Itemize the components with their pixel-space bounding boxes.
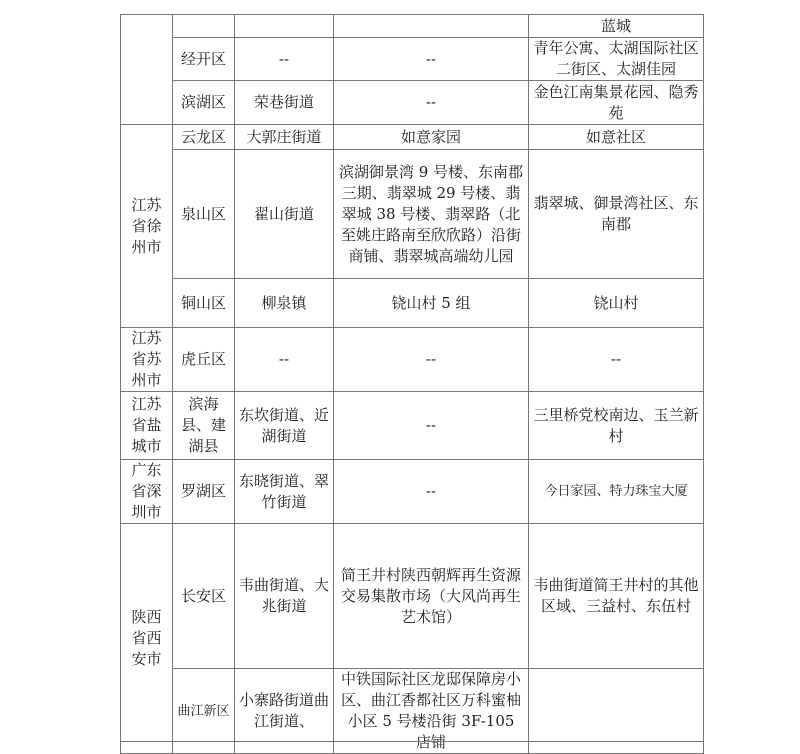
city-cell: 江苏省盐城市 [121, 392, 173, 460]
street-cell: 东晓街道、翠竹街道 [235, 460, 334, 524]
high-risk-cell: 简王井村陕西朝辉再生资源交易集散市场（大风尚再生艺术馆） [334, 524, 529, 669]
street-cell: 翟山街道 [235, 150, 334, 279]
table-row [121, 279, 704, 328]
street-cell: 柳泉镇 [235, 279, 334, 328]
district-cell: 长安区 [173, 524, 235, 669]
table-row [121, 125, 704, 150]
table-row [121, 81, 704, 125]
street-cell: 小寨路街道曲江街道、 [235, 669, 334, 754]
medium-risk-cell: 铙山村 [529, 279, 704, 328]
high-risk-cell: 铙山村 5 组 [334, 279, 529, 328]
medium-risk-cell: -- [529, 328, 704, 392]
table-row [121, 392, 704, 460]
street-cell [235, 15, 334, 38]
district-cell: 泉山区 [173, 150, 235, 279]
district-cell: 经开区 [173, 38, 235, 81]
street-cell: -- [235, 38, 334, 81]
street-cell: 韦曲街道、大兆街道 [235, 524, 334, 669]
city-cell: 江苏省苏州市 [121, 328, 173, 392]
high-risk-cell: -- [334, 38, 529, 81]
high-risk-cell: -- [334, 460, 529, 524]
high-risk-cell: 如意家园 [334, 125, 529, 150]
city-cell: 江苏省徐州市 [121, 125, 173, 328]
district-cell: 虎丘区 [173, 328, 235, 392]
high-risk-cell: 中铁国际社区龙邸保障房小区、曲江香都社区万科蜜柚小区 5 号楼沿街 3F-105 店铺 [334, 669, 529, 754]
district-cell: 滨海县、建湖县 [173, 392, 235, 460]
medium-risk-cell: 翡翠城、御景湾社区、东南郡 [529, 150, 704, 279]
high-risk-cell: 滨湖御景湾 9 号楼、东南郡三期、翡翠城 29 号楼、翡翠城 38 号楼、翡翠路（北至姚庄路南至欣欣路）沿街商铺、翡翠城高端幼儿园 [334, 150, 529, 279]
district-cell [173, 15, 235, 38]
medium-risk-cell: 韦曲街道简王井村的其他区域、三益村、东伍村 [529, 524, 704, 669]
table-row [121, 150, 704, 279]
district-cell: 滨湖区 [173, 81, 235, 125]
city-cell: 广东省深圳市 [121, 460, 173, 524]
street-cell: 荣巷街道 [235, 81, 334, 125]
district-cell: 铜山区 [173, 279, 235, 328]
medium-risk-cell: 三里桥党校南边、玉兰新村 [529, 392, 704, 460]
table-bottom-divider [120, 741, 703, 742]
medium-risk-cell: 金色江南集景花园、隐秀苑 [529, 81, 704, 125]
street-cell: -- [235, 328, 334, 392]
medium-risk-cell: 蓝城 [529, 15, 704, 38]
table-row [121, 15, 704, 38]
medium-risk-cell: 青年公寓、太湖国际社区二街区、太湖佳园 [529, 38, 704, 81]
outbreak-areas-table [120, 14, 704, 754]
high-risk-cell: -- [334, 392, 529, 460]
street-cell: 东坎街道、近湖街道 [235, 392, 334, 460]
district-cell: 罗湖区 [173, 460, 235, 524]
medium-risk-cell: 今日家园、特力珠宝大厦 [529, 460, 704, 524]
street-cell: 大郭庄街道 [235, 125, 334, 150]
city-cell: 陕西省西安市 [121, 524, 173, 754]
high-risk-cell [334, 15, 529, 38]
table-row [121, 38, 704, 81]
medium-risk-cell: 如意社区 [529, 125, 704, 150]
table-row [121, 328, 704, 392]
city-cell [121, 15, 173, 125]
table-row [121, 460, 704, 524]
table-row [121, 524, 704, 669]
district-cell: 云龙区 [173, 125, 235, 150]
high-risk-cell: -- [334, 328, 529, 392]
district-cell: 曲江新区 [173, 669, 235, 754]
high-risk-cell: -- [334, 81, 529, 125]
